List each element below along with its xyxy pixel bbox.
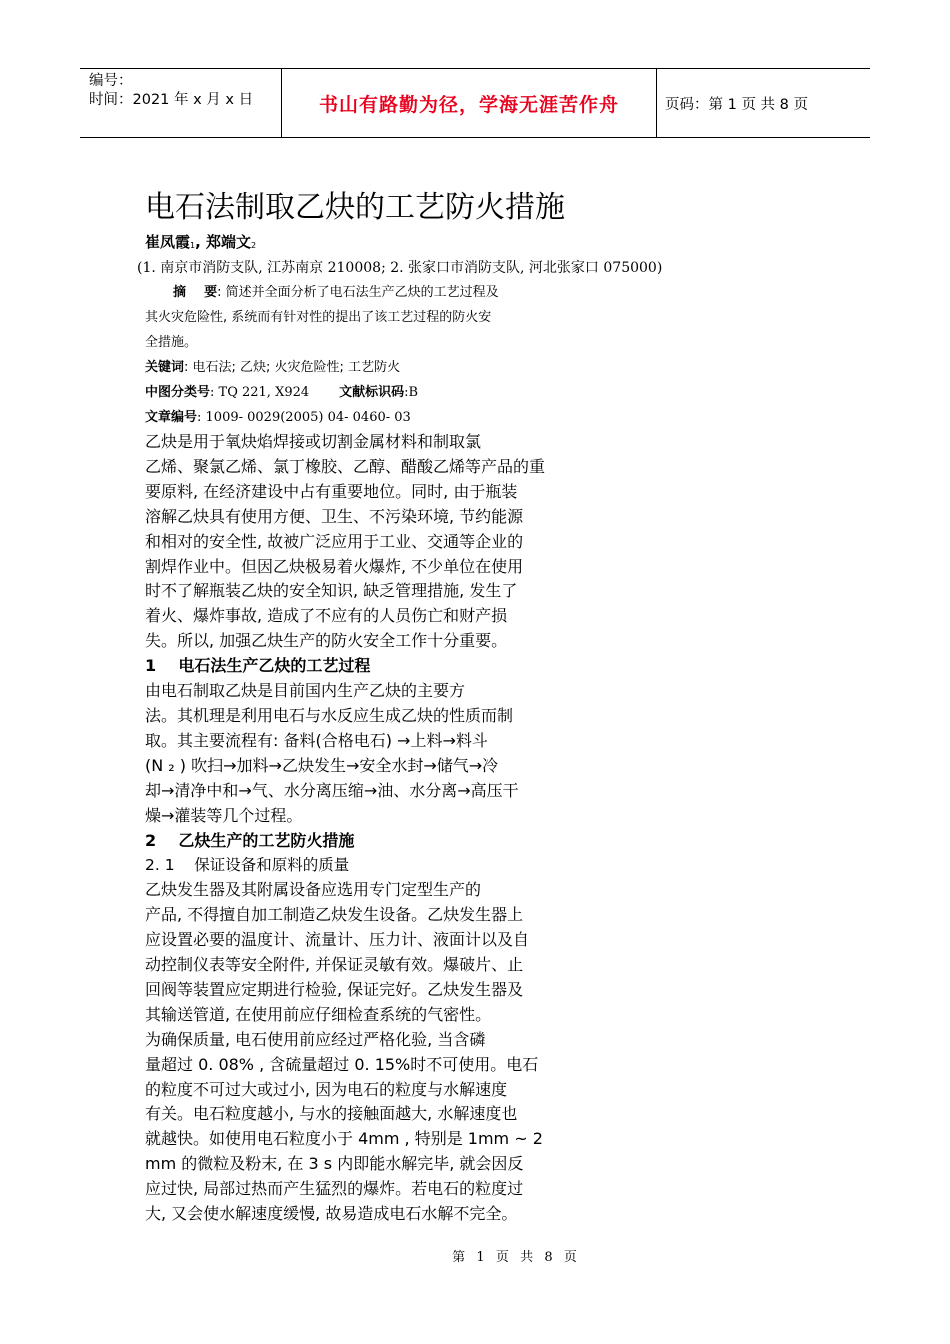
section-2-1-heading: 2. 1 保证设备和原料的质量 — [145, 856, 350, 875]
body-line: 由电石制取乙炔是目前国内生产乙炔的主要方 — [145, 681, 466, 701]
author-2: 郑端文 — [206, 233, 252, 251]
section-2-1-paragraph — [145, 878, 745, 1227]
section-1-heading: 1 电石法生产乙炔的工艺过程 — [145, 656, 371, 676]
document-time-label: 时间：2021 年 x 月 x 日 — [89, 92, 254, 108]
keywords-label: 关键词 — [145, 360, 185, 375]
body-line: 回阀等装置应定期进行检验, 保证完好。乙炔发生器及 — [145, 979, 524, 999]
body-line: 燥→灌装等几个过程。 — [145, 805, 303, 825]
keywords-value: : 电石法; 乙炔; 火灾危险性; 工艺防火 — [184, 360, 401, 375]
abstract-line: 其火灾危险性, 系统而有针对性的提出了该工艺过程的防火安 — [145, 310, 492, 325]
author-separator: , — [195, 233, 207, 251]
doc-code-label: 文献标识码 — [339, 385, 405, 400]
page-footer — [0, 1246, 950, 1265]
body-line: 其输送管道, 在使用前应仔细检查系统的气密性。 — [145, 1004, 492, 1024]
article-content — [137, 186, 745, 1227]
body-line: 有关。电石粒度越小, 与水的接触面越大, 水解速度也 — [145, 1104, 518, 1124]
body-line: 就越快。如使用电石粒度小于 4mm , 特别是 1mm ~ 2 — [145, 1129, 543, 1149]
body-line: 割焊作业中。但因乙炔极易着火爆炸, 不少单位在使用 — [145, 556, 524, 576]
header-page-label: 页码：第 1 页 共 8 页 — [665, 96, 808, 113]
abstract-line: 摘 要: 简述并全面分析了电石法生产乙炔的工艺过程及 — [173, 285, 499, 300]
document-number-label: 编号： — [89, 73, 133, 89]
abstract — [145, 280, 745, 355]
body-line: 却→清净中和→气、水分离压缩→油、水分离→高压干 — [145, 780, 519, 800]
footer-page-number: 第 1 页 共 8 页 — [452, 1250, 578, 1265]
clc-value: : TQ 221, X924 — [210, 385, 310, 400]
intro-paragraph — [145, 430, 745, 654]
keywords — [145, 355, 745, 380]
header-motto-cell — [282, 69, 657, 137]
body-line: 法。其机理是利用电石与水反应生成乙炔的性质而制 — [145, 705, 514, 725]
article-number — [145, 405, 745, 430]
article-title: 电石法制取乙炔的工艺防火措施 — [145, 190, 565, 225]
abstract-line: 全措施。 — [145, 335, 198, 350]
author-1: 崔凤霞 — [145, 233, 191, 251]
body-line: 应过快, 局部过热而产生猛烈的爆炸。若电石的粒度过 — [145, 1179, 524, 1199]
body-line: 乙烯、聚氯乙烯、氯丁橡胶、乙醇、醋酸乙烯等产品的重 — [145, 456, 546, 476]
body-line: 时不了解瓶装乙炔的安全知识, 缺乏管理措施, 发生了 — [145, 581, 518, 601]
body-line: 乙炔是用于氧炔焰焊接或切割金属材料和制取氯 — [145, 432, 482, 451]
body-line: mm 的微粒及粉末, 在 3 s 内即能水解完毕, 就会因反 — [145, 1154, 524, 1174]
body-line: 量超过 0. 08% , 含硫量超过 0. 15%时不可使用。电石 — [145, 1054, 539, 1074]
body-line: 的粒度不可过大或过小, 因为电石的粒度与水解速度 — [145, 1079, 508, 1099]
body-line: 乙炔发生器及其附属设备应选用专门定型生产的 — [145, 880, 482, 900]
author-1-affiliation-mark: 1 — [190, 241, 196, 250]
section-1-paragraph — [145, 679, 745, 828]
body-line: 和相对的安全性, 故被广泛应用于工业、交通等企业的 — [145, 531, 524, 551]
article-number-value: : 1009- 0029(2005) 04- 0460- 03 — [197, 410, 411, 425]
body-line: 应设置必要的温度计、流量计、压力计、液面计以及自 — [145, 930, 530, 950]
classification — [145, 380, 745, 405]
header-info-cell — [80, 69, 282, 137]
body-line: 溶解乙炔具有使用方便、卫生、不污染环境, 节约能源 — [145, 506, 524, 526]
body-line: 要原料, 在经济建设中占有重要地位。同时, 由于瓶装 — [145, 481, 518, 501]
body-line: 大, 又会使水解速度缓慢, 故易造成电石水解不完全。 — [145, 1204, 518, 1224]
doc-code-value: :B — [404, 385, 419, 400]
header-page-cell — [657, 69, 870, 137]
author-affiliation: (1. 南京市消防支队, 江苏南京 210008; 2. 张家口市消防支队, 河北张家口 075000) — [137, 260, 663, 276]
header-motto: 书山有路勤为径，学海无涯苦作舟 — [318, 93, 619, 116]
section-2-heading: 2 乙炔生产的工艺防火措施 — [145, 830, 355, 850]
body-line: (N ₂ ) 吹扫→加料→乙炔发生→安全水封→储气→冷 — [145, 755, 499, 775]
article-number-label: 文章编号 — [145, 410, 198, 425]
body-line: 产品, 不得擅自加工制造乙炔发生设备。乙炔发生器上 — [145, 905, 524, 925]
body-line: 着火、爆炸事故, 造成了不应有的人员伤亡和财产损 — [145, 606, 508, 626]
body-line: 取。其主要流程有: 备料(合格电石) →上料→料斗 — [145, 730, 488, 750]
body-line: 失。所以, 加强乙炔生产的防火安全工作十分重要。 — [145, 631, 508, 651]
author-2-affiliation-mark: 2 — [251, 241, 257, 250]
clc-label: 中图分类号 — [145, 385, 211, 400]
abstract-label: 摘 要 — [173, 285, 218, 300]
article-authors — [145, 232, 745, 256]
body-line: 为确保质量, 电石使用前应经过严格化验, 当含磷 — [145, 1029, 486, 1049]
header-table — [80, 68, 870, 138]
body-line: 动控制仪表等安全附件, 并保证灵敏有效。爆破片、止 — [145, 955, 524, 975]
